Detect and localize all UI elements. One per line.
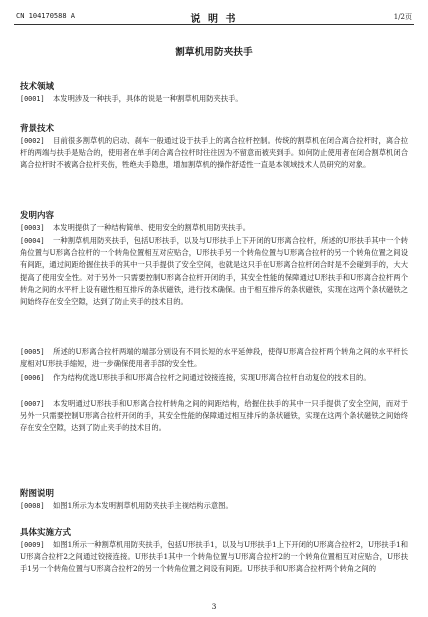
paragraph-text: 本发明提供了一种结构简单、使用安全的割草机用防夹扶手。: [53, 223, 251, 232]
paragraph-number: [0006]: [20, 374, 45, 382]
paragraph-text: 如图1所示一种割草机用防夹扶手，包括U形扶手1，以及与U形扶手1上下开闭的U形离合拉杆2，U形扶手1和U形离合拉杆2之间通过铰接连接。U形扶手1其中一个转角位置与U形离合拉杆2的一个转角位置相互对应贴合，U形扶手1另一个转角位置与U形离合拉杆2的另一个转角位置之间设有间距。U形扶手和U形离合拉杆两个转角之间的: [20, 540, 408, 574]
paragraph-text: 如图1所示为本发明割草机用防夹扶手主视结构示意图。: [53, 501, 233, 510]
paragraph-number: [0009]: [20, 541, 45, 549]
section-heading-field: 技术领域: [20, 82, 55, 92]
paragraph-number: [0008]: [20, 502, 45, 510]
paragraph-0003: [20, 222, 408, 234]
section-heading-drawings: 附图说明: [20, 489, 55, 499]
paragraph-0004: [20, 235, 408, 308]
paragraph-text: 作为结构优选U形扶手和U形离合拉杆之间通过铰接连接，实现U形离合拉杆自动复位的技术目的。: [53, 373, 371, 382]
paragraph-text: 本发明通过U形扶手和U形离合拉杆转角之间的间距结构，给握住扶手的其中一只手提供了安全空间，而对于另外一只需要控制U形离合拉杆开闭的手，其安全性能的保障通过相互排斥的条状磁铁，实现在这两个条状磁铁之间始终存在安全空隙，达到了防止夹手的技术目的。: [20, 399, 408, 433]
paragraph-number: [0004]: [20, 237, 45, 245]
paragraph-0002: [20, 135, 408, 172]
paragraph-number: [0007]: [20, 400, 45, 408]
paragraph-0009: [20, 539, 408, 576]
document-type: 说 明 书: [190, 14, 238, 25]
page-header: [14, 9, 414, 25]
paragraph-0008: [20, 500, 408, 512]
page-indicator: 1/2页: [393, 13, 412, 21]
paragraph-number: [0002]: [20, 137, 45, 145]
paragraph-text: 目前很多割草机的启动、刹车一般通过设于扶手上的离合拉杆控制。传统的割草机在闭合离合拉杆时，离合拉杆的两端与扶手是贴合的，使用者在单手闭合离合拉杆时往往因为不留意而被夹到手。如何防止使用者在闭合割草机闭合离合拉杆时不被离合拉杆夹伤，牲绝夫手隐患，增加割草机的操作舒适性一直是本领域技术人员研究的对象。: [20, 136, 408, 170]
paragraph-text: 本发明涉及一种扶手，具体的说是一种割草机用防夹扶手。: [53, 94, 243, 103]
paragraph-number: [0001]: [20, 95, 45, 103]
section-heading-summary: 发明内容: [20, 211, 55, 221]
paragraph-text: 所述的U形离合拉杆两端的端部分别设有不同长短的水平延伸段，使得U形离合拉杆两个转角之间的水平杆长度相对U形扶手缩短，进一步确保使用者手部的安全性。: [20, 347, 408, 369]
section-heading-embodiment: 具体实施方式: [20, 528, 72, 538]
paragraph-0001: [20, 93, 408, 105]
publication-number: CN 104170588 A: [16, 12, 76, 20]
paragraph-0005: [20, 346, 408, 370]
document-title: 割草机用防夹扶手: [175, 47, 253, 58]
section-heading-background: 背景技术: [20, 124, 55, 134]
paragraph-0007: [20, 398, 408, 435]
paragraph-0006: [20, 372, 408, 384]
paragraph-number: [0005]: [20, 348, 45, 356]
page-number: 3: [211, 602, 217, 611]
paragraph-number: [0003]: [20, 224, 45, 232]
paragraph-text: 一种割草机用防夹扶手，包括U形扶手，以及与U形扶手上下开闭的U形离合拉杆，所述的U形扶手其中一个转角位置与U形离合拉杆的一个转角位置相互对应贴合，U形扶手另一个转角位置与U形离合拉杆的另一个转角位置之间设有间距，通过间距给握住扶手的其中一只手提供了安全空间，也就是这只手在U形离合拉杆闭合时是不会碰到手的，大大提高了使用安全性。对于另外一只需要控制U形离合拉杆开闭的手，其安全性能的保障通过U形扶手和U形离合拉杆两个转角之间的水平杆上设有磁性相互排斥的条状磁铁，进行技术确保。由于相互排斥的条状磁铁，实现在这两个条状磁铁之间始终存在安全空隙，达到了防止夹手的技术目的。: [20, 236, 408, 307]
